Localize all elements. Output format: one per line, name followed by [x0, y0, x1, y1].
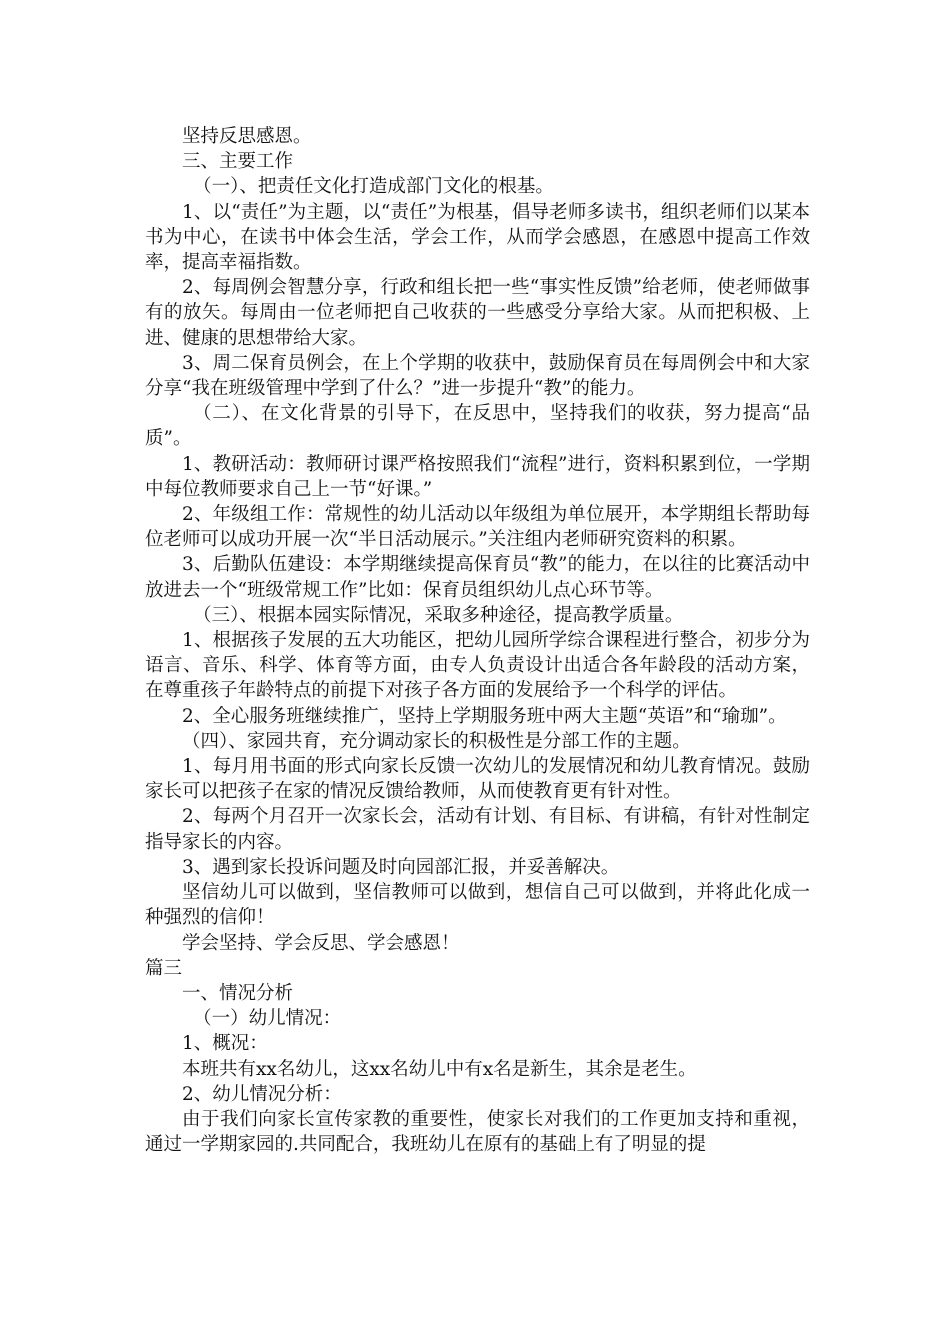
paragraph: 坚信幼儿可以做到，坚信教师可以做到，想信自己可以做到，并将此化成一种强烈的信仰！	[145, 882, 810, 929]
paragraph: 2、全心服务班继续推广，坚持上学期服务班中两大主题“英语”和“瑜珈”。	[182, 705, 787, 727]
paragraph: 1、以“责任”为主题，以“责任”为根基，倡导老师多读书，组织老师们以某本书为中心，在读书中体会生活，学会工作，从而学会感恩，在感恩中提高工作效率，提高幸福指数。	[145, 201, 810, 274]
paragraph: 篇三	[145, 957, 183, 979]
paragraph: 2、每两个月召开一次家长会，活动有计划、有目标、有讲稿，有针对性制定指导家长的内容。	[145, 806, 810, 853]
paragraph: 2、幼儿情况分析：	[182, 1083, 342, 1105]
paragraph: （四）、家园共育，充分调动家长的积极性是分部工作的主题。	[182, 730, 691, 752]
paragraph: （三）、根据本园实际情况，采取多种途径，提高教学质量。	[193, 604, 684, 626]
paragraph: 2、年级组工作：常规性的幼儿活动以年级组为单位展开，本学期组长帮助每位老师可以成功开展一次“半日活动展示。”关注组内老师研究资料的积累。	[145, 504, 810, 551]
paragraph: 1、教研活动：教师研讨课严格按照我们“流程”进行，资料积累到位，一学期中每位教师要求自己上一节“好课。”	[145, 453, 810, 500]
paragraph: 3、遇到家长投诉问题及时向园部汇报，并妥善解决。	[182, 856, 620, 878]
paragraph: 3、后勤队伍建设：本学期继续提高保育员“教”的能力，在以往的比赛活动中放进去一个“班级常规工作”比如：保育员组织幼儿点心环节等。	[145, 554, 810, 601]
paragraph: 1、根据孩子发展的五大功能区，把幼儿园所学综合课程进行整合，初步分为语言、音乐、科学、体育等方面，由专人负责设计出适合各年龄段的活动方案，在尊重孩子年龄特点的前提下对孩子各方面的发展给予一个科学的评估。	[145, 630, 810, 702]
paragraph: 3、周二保育员例会，在上个学期的收获中，鼓励保育员在每周例会中和大家分享“我在班级管理中学到了什么？”进一步提升“教”的能力。	[145, 352, 810, 400]
paragraph: 1、概况：	[182, 1033, 268, 1055]
paragraph: 由于我们向家长宣传家教的重要性，使家长对我们的工作更加支持和重视，通过一学期家园的.共同配合，我班幼儿在原有的基础上有了明显的提	[145, 1108, 810, 1156]
paragraph: 1、每月用书面的形式向家长反馈一次幼儿的发展情况和幼儿教育情况。鼓励家长可以把孩子在家的情况反馈给教师，从而使教育更有针对性。	[145, 756, 810, 803]
paragraph: （一）、把责任文化打造成部门文化的根基。	[193, 176, 554, 198]
paragraph: （二）、在文化背景的引导下，在反思中，坚持我们的收获，努力提高“品质”。	[145, 403, 810, 450]
paragraph: 三、主要工作	[182, 151, 294, 173]
paragraph: 本班共有xx名幼儿，这xx名幼儿中有x名是新生，其余是老生。	[182, 1058, 697, 1080]
paragraph: 坚持反思感恩。	[182, 126, 312, 147]
paragraph: 2、每周例会智慧分享，行政和组长把一些“事实性反馈”给老师，使老师做事有的放矢。每周由一位老师把自己收获的一些感受分享给大家。从而把积极、上进、健康的思想带给大家。	[145, 277, 810, 349]
paragraph: （一）幼儿情况：	[193, 1008, 342, 1030]
paragraph: 一、情况分析	[182, 982, 294, 1004]
paragraph: 学会坚持、学会反思、学会感恩！	[182, 932, 460, 954]
